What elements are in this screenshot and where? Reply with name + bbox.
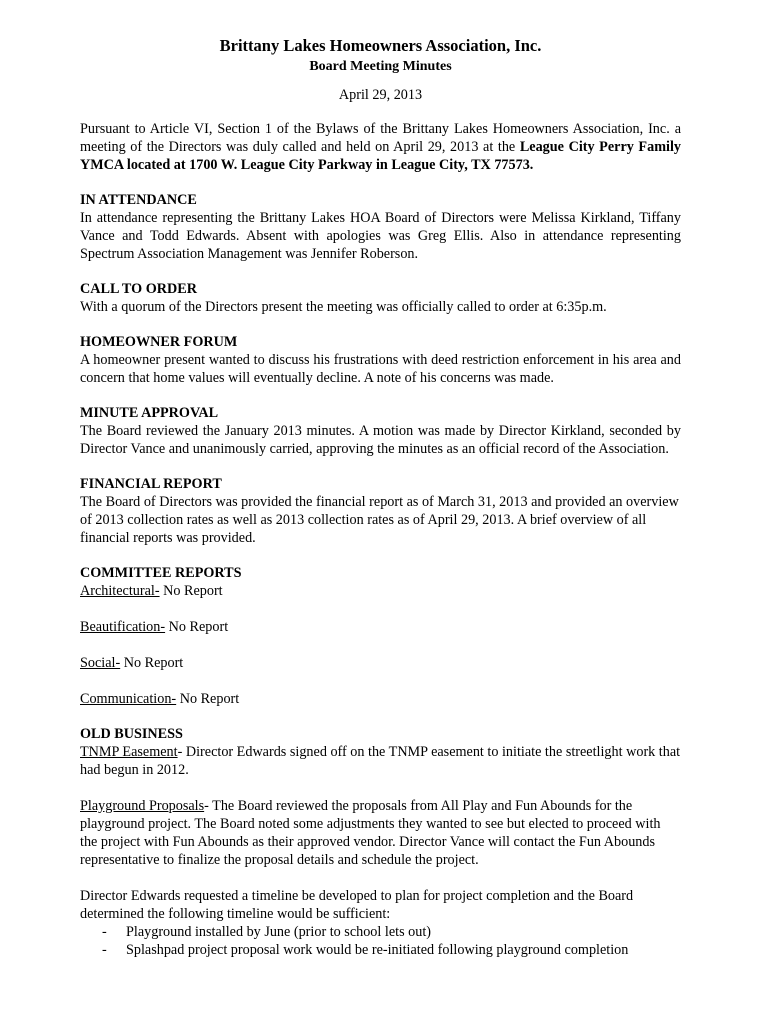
old-business-playground <box>80 797 681 869</box>
committee-label: Communication- <box>80 691 177 707</box>
timeline-intro: Director Edwards requested a timeline be developed to plan for project completion and the Board determined the following timeline would be sufficient: <box>80 888 634 922</box>
intro-paragraph <box>80 120 681 174</box>
committee-label: Beautification- <box>80 619 166 635</box>
document-page <box>80 36 681 959</box>
tnmp-text: - Director Edwards signed off on the TNMP easement to initiate the streetlight work that had begun in 2012. <box>80 744 681 778</box>
section-text: A homeowner present wanted to discuss his frustrations with deed restriction enforcement in his area and concern that home values will eventually decline. A note of his concerns was made. <box>80 352 681 386</box>
committee-item-communication <box>80 690 681 708</box>
committee-item-beautification <box>80 618 681 636</box>
section-homeowner-forum <box>80 333 681 387</box>
tnmp-label: TNMP Easement <box>80 744 178 760</box>
committee-status: No Report <box>176 691 240 707</box>
committee-item-social <box>80 654 681 672</box>
document-subtitle: Board Meeting Minutes <box>309 59 452 74</box>
committee-status: No Report <box>165 619 229 635</box>
section-heading: FINANCIAL REPORT <box>80 476 222 492</box>
section-heading: IN ATTENDANCE <box>80 192 197 208</box>
section-minute-approval <box>80 404 681 458</box>
committee-status: No Report <box>159 583 223 599</box>
section-heading: MINUTE APPROVAL <box>80 405 219 421</box>
timeline-list <box>80 923 681 959</box>
section-heading: CALL TO ORDER <box>80 281 197 297</box>
old-business-timeline <box>80 887 681 959</box>
section-attendance <box>80 191 681 263</box>
section-heading: OLD BUSINESS <box>80 726 183 742</box>
timeline-item: - Splashpad project proposal work would be re-initiated following playground completion <box>102 941 681 959</box>
section-text: With a quorum of the Directors present the meeting was officially called to order at 6:35p.m. <box>80 299 607 315</box>
old-business-tnmp <box>80 743 681 779</box>
section-text: In attendance representing the Brittany Lakes HOA Board of Directors were Melissa Kirkland, Tiffany Vance and Todd Edwards. Absent with apologies was Greg Ellis. Also in attendance representing Spectrum Association Management was Jennifer Roberson. <box>80 210 681 262</box>
section-call-to-order <box>80 280 681 316</box>
intro-text: Pursuant to Article VI, Section 1 of the Bylaws of the Brittany Lakes Homeowners Association, Inc. a meeting of the Directors was duly called and held on April 29, 2013 at the <box>80 121 681 155</box>
committee-item-architectural <box>80 582 681 600</box>
committee-label: Social- <box>80 655 121 671</box>
committee-label: Architectural- <box>80 583 160 599</box>
playground-text: - The Board reviewed the proposals from All Play and Fun Abounds for the playground project. The Board noted some adjustments they wanted to see but elected to proceed with the project with Fun Abounds as their approved vendor. Director Vance will contact the Fun Abounds representative to finalize the proposal details and schedule the project. <box>80 798 661 868</box>
section-heading: HOMEOWNER FORUM <box>80 334 238 350</box>
meeting-date: April 29, 2013 <box>338 87 423 103</box>
document-title: Brittany Lakes Homeowners Association, Inc. <box>219 36 542 55</box>
intro-location: League City Perry Family YMCA located at 1700 W. League City Parkway in League City, TX 77573. <box>80 139 681 173</box>
playground-label: Playground Proposals <box>80 798 205 814</box>
section-financial-report <box>80 475 681 547</box>
section-text: The Board reviewed the January 2013 minutes. A motion was made by Director Kirkland, seconded by Director Vance and unanimously carried, approving the minutes as an official record of the Association. <box>80 423 681 457</box>
section-text: The Board of Directors was provided the financial report as of March 31, 2013 and provided an overview of 2013 collection rates as well as 2013 collection rates as of April 29, 2013. A brief overview of all financial reports was provided. <box>80 494 679 546</box>
section-heading: COMMITTEE REPORTS <box>80 565 242 581</box>
section-old-business <box>80 725 681 959</box>
section-committee-reports <box>80 564 681 708</box>
committee-status: No Report <box>120 655 184 671</box>
timeline-item: - Playground installed by June (prior to school lets out) <box>102 923 681 941</box>
